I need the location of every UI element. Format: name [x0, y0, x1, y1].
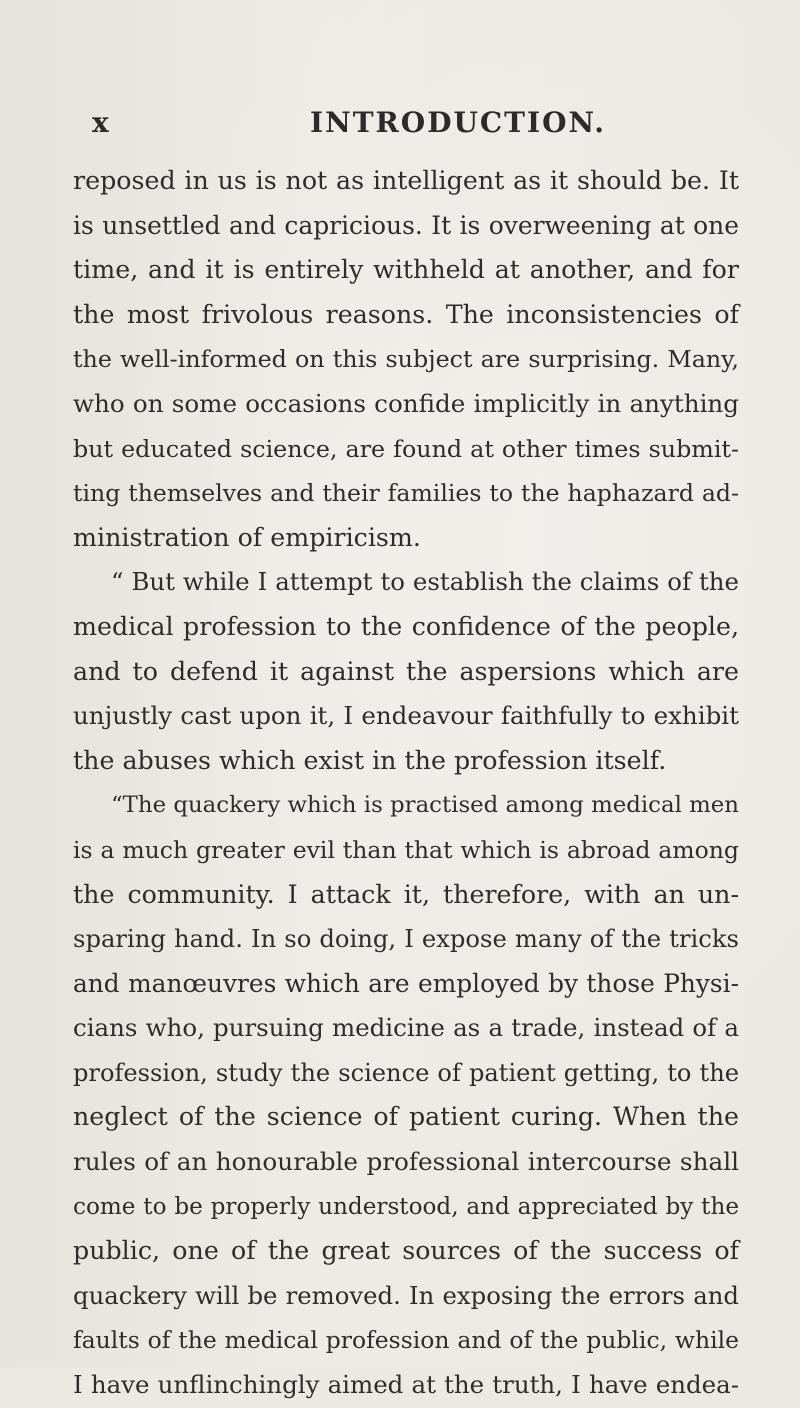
text-line: public, one of the great sources of the success of — [73, 1236, 739, 1266]
text-line: quackery will be removed. In exposing the errors and — [73, 1280, 739, 1310]
text-line: is a much greater evil than that which is abroad among — [73, 835, 739, 864]
running-head: INTRODUCTION. — [310, 106, 607, 139]
text-line: the most frivolous reasons. The inconsistencies of — [73, 299, 739, 329]
text-line: cians who, pursuing medicine as a trade, instead of a — [73, 1013, 739, 1043]
body-text — [73, 159, 739, 1408]
text-line: come to be properly understood, and appreciated by the — [73, 1193, 739, 1220]
text-line: medical profession to the confidence of the people, — [73, 611, 739, 641]
text-line: ministration of empiricism. — [73, 522, 421, 552]
text-line: is unsettled and capricious. It is overweening at one — [73, 210, 739, 240]
text-line: rules of an honourable professional intercourse shall — [73, 1147, 739, 1177]
text-line: but educated science, are found at other times submit- — [73, 434, 739, 463]
page-number: x — [92, 106, 110, 139]
text-line: the community. I attack it, therefore, with an un- — [73, 879, 739, 909]
text-line: reposed in us is not as intelligent as it should be. It — [73, 166, 739, 195]
text-line: the abuses which exist in the profession itself. — [73, 745, 667, 775]
text-line: and to defend it against the aspersions which are — [73, 656, 739, 686]
text-line: “The quackery which is practised among medical men — [111, 792, 739, 819]
text-line: profession, study the science of patient getting, to the — [73, 1058, 739, 1087]
text-line: I have unflinchingly aimed at the truth, I have endea- — [73, 1370, 739, 1400]
text-line: who on some occasions confide implicitly in anything — [73, 388, 739, 418]
text-line: sparing hand. In so doing, I expose many of the tricks — [73, 924, 739, 954]
text-line: the well-informed on this subject are surprising. Many, — [73, 345, 739, 374]
text-line: “ But while I attempt to establish the claims of the — [111, 567, 739, 597]
text-line: faults of the medical profession and of the public, while — [73, 1326, 739, 1355]
text-line: ting themselves and their families to the haphazard ad- — [73, 479, 739, 508]
text-line: time, and it is entirely withheld at another, and for — [73, 255, 739, 285]
page-header — [92, 86, 752, 146]
text-line: unjustly cast upon it, I endeavour faithfully to exhibit — [73, 701, 739, 731]
text-line: neglect of the science of patient curing. When the — [73, 1102, 739, 1132]
text-line: and manœuvres which are employed by those Physi- — [73, 968, 739, 998]
